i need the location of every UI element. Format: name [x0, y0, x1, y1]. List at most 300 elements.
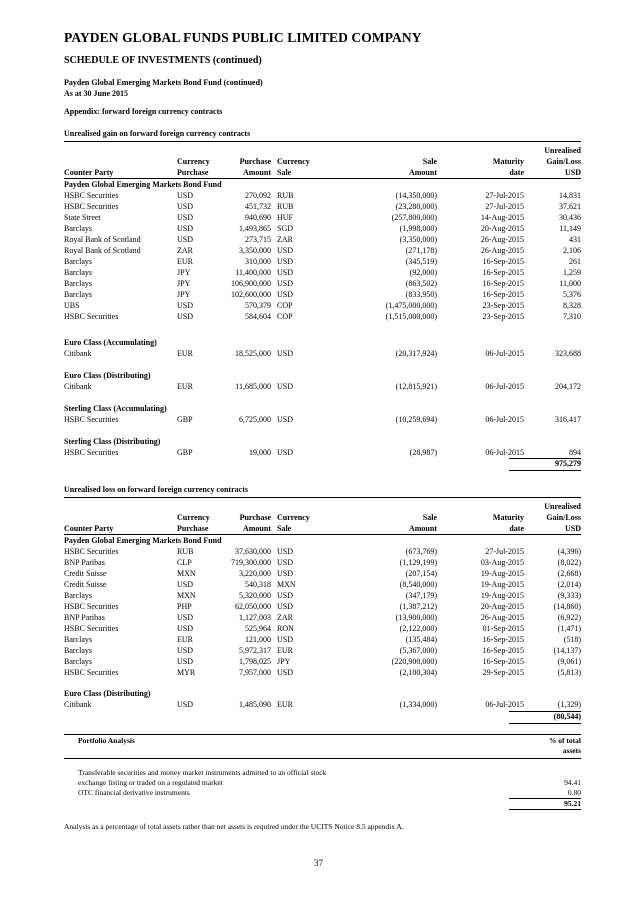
page-number: 37 — [314, 858, 323, 868]
currency-sale-cell: USD — [277, 602, 294, 611]
sale-amount-cell: (1,998,000) — [399, 224, 437, 233]
currency-purchase-cell: USD — [177, 301, 194, 310]
sale-amount-cell: (1,387,212) — [399, 602, 437, 611]
header-row — [64, 501, 581, 512]
unrealised-cell: 37,621 — [559, 202, 581, 211]
unrealised-cell: 2,106 — [563, 246, 581, 255]
maturity-cell: 06-Jul-2015 — [485, 415, 524, 424]
counterparty-cell: HSBC Securities — [64, 202, 119, 211]
gain-total-underline — [509, 470, 581, 471]
portfolio-line2: OTC financial derivative instruments — [78, 788, 190, 797]
maturity-cell: 19-Aug-2015 — [480, 580, 524, 589]
currency-purchase-cell: JPY — [177, 279, 191, 288]
currency-purchase-cell: ZAR — [177, 246, 193, 255]
portfolio-line1a: Transferable securities and money market instruments admitted to an official stock — [78, 768, 327, 777]
maturity-header: date — [509, 168, 524, 177]
counterparty-cell: UBS — [64, 301, 80, 310]
schedule-title: SCHEDULE OF INVESTMENTS (continued) — [64, 55, 262, 66]
loss-total: (80,544) — [553, 712, 581, 721]
gain-fund-label: Payden Global Emerging Markets Bond Fund — [64, 180, 222, 189]
currency-purchase-cell: EUR — [177, 382, 193, 391]
unrealised-cell: (8,022) — [557, 558, 581, 567]
table-row — [64, 656, 581, 667]
portfolio-value2: 0.80 — [567, 788, 581, 797]
sale-amount-cell: (92,000) — [409, 268, 437, 277]
share-class-label: Euro Class (Accumulating) — [64, 338, 157, 347]
unrealised-cell: (2,014) — [557, 580, 581, 589]
sale-amount-cell: (12,815,921) — [395, 382, 437, 391]
table-row — [64, 447, 581, 458]
purchase-amount-cell: 5,972,317 — [239, 646, 271, 655]
sale-amount-cell: (1,515,000,000) — [385, 312, 437, 321]
maturity-cell: 20-Aug-2015 — [480, 224, 524, 233]
currency-purchase-cell: MXN — [177, 591, 196, 600]
purchase-amount-cell: 570,379 — [245, 301, 271, 310]
sale-amount-header: Sale — [422, 513, 437, 522]
currency-sale-cell: EUR — [277, 700, 293, 709]
purchase-amount-cell: 102,600,000 — [231, 290, 271, 299]
maturity-header: date — [509, 524, 524, 533]
maturity-cell: 06-Jul-2015 — [485, 448, 524, 457]
counterparty-cell: HSBC Securities — [64, 668, 119, 677]
table-row — [64, 267, 581, 278]
counterparty-cell: Citibank — [64, 349, 92, 358]
loss-top-rule — [64, 497, 581, 498]
table-row — [64, 245, 581, 256]
header-row — [64, 512, 581, 523]
currency-purchase-cell: EUR — [177, 349, 193, 358]
unrealised-cell: (6,922) — [557, 613, 581, 622]
sale-amount-cell: (257,800,000) — [391, 213, 437, 222]
unrealised-cell: (2,668) — [557, 569, 581, 578]
currency-sale-cell: RUB — [277, 202, 294, 211]
table-row — [64, 289, 581, 300]
sale-amount-cell: (271,178) — [405, 246, 437, 255]
sale-amount-cell: (23,280,000) — [395, 202, 437, 211]
table-row — [64, 634, 581, 645]
header-row — [64, 145, 581, 156]
purchase-amount-cell: 106,900,000 — [231, 279, 271, 288]
purchase-amount-cell: 5,320,000 — [239, 591, 271, 600]
unrealised-cell: 30,436 — [559, 213, 581, 222]
sale-amount-cell: (14,350,000) — [395, 191, 437, 200]
maturity-cell: 16-Sep-2015 — [482, 635, 524, 644]
purchase-amount-cell: 11,400,000 — [235, 268, 271, 277]
counterparty-cell: Barclays — [64, 257, 92, 266]
currency-purchase-cell: USD — [177, 657, 194, 666]
currency-sale-header: Currency — [277, 157, 310, 166]
purchase-amount-cell: 540,318 — [245, 580, 271, 589]
purchase-amount-cell: 584,604 — [245, 312, 271, 321]
maturity-cell: 26-Aug-2015 — [480, 235, 524, 244]
sale-amount-header: Sale — [422, 157, 437, 166]
counterparty-cell: Royal Bank of Scotland — [64, 235, 141, 244]
unrealised-cell: 204,172 — [555, 382, 581, 391]
counterparty-header: Counter Party — [64, 524, 114, 533]
currency-sale-cell: USD — [277, 569, 294, 578]
unrealised-header: Gain/Loss — [546, 157, 581, 166]
currency-sale-header: Sale — [277, 524, 292, 533]
currency-sale-cell: USD — [277, 279, 294, 288]
table-row — [64, 699, 581, 710]
sale-amount-cell: (1,129,199) — [399, 558, 437, 567]
purchase-amount-cell: 1,493,865 — [239, 224, 271, 233]
table-row — [64, 348, 581, 359]
maturity-cell: 06-Jul-2015 — [485, 700, 524, 709]
table-row — [64, 414, 581, 425]
currency-sale-cell: USD — [277, 257, 294, 266]
unrealised-cell: (4,396) — [557, 547, 581, 556]
gain-section-title: Unrealised gain on forward foreign currency contracts — [64, 129, 251, 138]
currency-purchase-cell: EUR — [177, 257, 193, 266]
portfolio-col-header-2: assets — [562, 746, 581, 755]
maturity-cell: 16-Sep-2015 — [482, 646, 524, 655]
purchase-amount-cell: 719,300,000 — [231, 558, 271, 567]
purchase-amount-cell: 270,092 — [245, 191, 271, 200]
currency-purchase-cell: PHP — [177, 602, 192, 611]
portfolio-top-rule — [64, 734, 581, 735]
unrealised-cell: (14,137) — [553, 646, 581, 655]
maturity-cell: 16-Sep-2015 — [482, 279, 524, 288]
currency-sale-cell: USD — [277, 415, 294, 424]
unrealised-cell: (1,329) — [557, 700, 581, 709]
currency-purchase-cell: CLP — [177, 558, 192, 567]
currency-sale-cell: ZAR — [277, 613, 293, 622]
currency-purchase-cell: GBP — [177, 448, 193, 457]
sale-amount-cell: (833,950) — [405, 290, 437, 299]
currency-purchase-cell: USD — [177, 191, 194, 200]
purchase-amount-cell: 451,732 — [245, 202, 271, 211]
loss-section-title: Unrealised loss on forward foreign currency contracts — [64, 485, 248, 494]
counterparty-cell: Credit Suisse — [64, 580, 107, 589]
unrealised-cell: (1,471) — [557, 624, 581, 633]
header-row — [64, 167, 581, 178]
counterparty-header: Counter Party — [64, 168, 114, 177]
header-row — [64, 523, 581, 534]
maturity-cell: 03-Aug-2015 — [480, 558, 524, 567]
maturity-cell: 06-Jul-2015 — [485, 382, 524, 391]
maturity-cell: 27-Jul-2015 — [485, 202, 524, 211]
purchase-amount-header: Amount — [242, 524, 271, 533]
sale-amount-cell: (5,367,000) — [399, 646, 437, 655]
purchase-amount-cell: 1,485,090 — [239, 700, 271, 709]
unrealised-cell: 7,310 — [563, 312, 581, 321]
unrealised-cell: 1,259 — [563, 268, 581, 277]
currency-purchase-cell: USD — [177, 312, 194, 321]
currency-purchase-cell: USD — [177, 580, 194, 589]
maturity-cell: 16-Sep-2015 — [482, 290, 524, 299]
currency-purchase-cell: USD — [177, 202, 194, 211]
unrealised-cell: (14,860) — [553, 602, 581, 611]
currency-sale-cell: USD — [277, 290, 294, 299]
purchase-amount-cell: 6,725,000 — [239, 415, 271, 424]
counterparty-cell: Citibank — [64, 382, 92, 391]
sale-amount-cell: (13,900,000) — [395, 613, 437, 622]
loss-fund-label: Payden Global Emerging Markets Bond Fund — [64, 536, 222, 545]
currency-purchase-cell: USD — [177, 700, 194, 709]
unrealised-header: Gain/Loss — [546, 513, 581, 522]
portfolio-total: 95.21 — [564, 799, 581, 808]
counterparty-cell: Credit Suisse — [64, 569, 107, 578]
currency-purchase-header: Currency — [177, 157, 210, 166]
currency-purchase-cell: USD — [177, 235, 194, 244]
purchase-amount-cell: 1,798,025 — [239, 657, 271, 666]
table-row — [64, 311, 581, 322]
gain-top-rule — [64, 141, 581, 142]
maturity-cell: 06-Jul-2015 — [485, 349, 524, 358]
purchase-amount-cell: 940,690 — [245, 213, 271, 222]
maturity-cell: 26-Aug-2015 — [480, 246, 524, 255]
sale-amount-cell: (135,484) — [405, 635, 437, 644]
sale-amount-cell: (3,350,000) — [399, 235, 437, 244]
counterparty-cell: Barclays — [64, 646, 92, 655]
sale-amount-cell: (220,900,000) — [391, 657, 437, 666]
purchase-amount-cell: 1,127,003 — [239, 613, 271, 622]
table-row — [64, 256, 581, 267]
counterparty-cell: HSBC Securities — [64, 547, 119, 556]
counterparty-cell: HSBC Securities — [64, 448, 119, 457]
counterparty-cell: HSBC Securities — [64, 602, 119, 611]
table-row — [64, 300, 581, 311]
table-row — [64, 381, 581, 392]
maturity-cell: 27-Jul-2015 — [485, 191, 524, 200]
table-row — [64, 568, 581, 579]
unrealised-cell: (518) — [563, 635, 581, 644]
portfolio-header-rule — [64, 758, 581, 759]
counterparty-cell: HSBC Securities — [64, 415, 119, 424]
counterparty-cell: Citibank — [64, 700, 92, 709]
currency-sale-cell: SGD — [277, 224, 294, 233]
table-row — [64, 212, 581, 223]
counterparty-cell: Barclays — [64, 591, 92, 600]
appendix-title: Appendix: forward foreign currency contracts — [64, 107, 223, 116]
fund-title: Payden Global Emerging Markets Bond Fund (continued) — [64, 78, 263, 87]
currency-purchase-cell: USD — [177, 613, 194, 622]
currency-sale-cell: USD — [277, 591, 294, 600]
counterparty-cell: Barclays — [64, 268, 92, 277]
portfolio-col-header-1: % of total — [548, 736, 581, 745]
purchase-amount-cell: 273,715 — [245, 235, 271, 244]
counterparty-cell: State Street — [64, 213, 101, 222]
unrealised-cell: 316,417 — [555, 415, 581, 424]
currency-purchase-cell: MYR — [177, 668, 196, 677]
table-row — [64, 557, 581, 568]
currency-purchase-header: Currency — [177, 513, 210, 522]
header-row — [64, 156, 581, 167]
unrealised-cell: (5,813) — [557, 668, 581, 677]
purchase-amount-header: Purchase — [239, 513, 271, 522]
maturity-cell: 16-Sep-2015 — [482, 268, 524, 277]
currency-sale-cell: USD — [277, 349, 294, 358]
table-row — [64, 190, 581, 201]
maturity-cell: 23-Sep-2015 — [482, 312, 524, 321]
purchase-amount-header: Amount — [242, 168, 271, 177]
portfolio-value1: 94.41 — [564, 778, 581, 787]
currency-sale-cell: COP — [277, 301, 293, 310]
currency-sale-cell: USD — [277, 547, 294, 556]
maturity-cell: 16-Sep-2015 — [482, 657, 524, 666]
currency-sale-cell: EUR — [277, 646, 293, 655]
table-row — [64, 590, 581, 601]
currency-purchase-cell: MXN — [177, 569, 196, 578]
counterparty-cell: Barclays — [64, 290, 92, 299]
purchase-amount-header: Purchase — [239, 157, 271, 166]
table-row — [64, 201, 581, 212]
unrealised-cell: 894 — [569, 448, 581, 457]
counterparty-cell: Barclays — [64, 279, 92, 288]
currency-sale-cell: USD — [277, 246, 294, 255]
share-class-label: Sterling Class (Accumulating) — [64, 404, 167, 413]
share-class-label: Sterling Class (Distributing) — [64, 437, 161, 446]
sale-amount-cell: (28,987) — [409, 448, 437, 457]
purchase-amount-cell: 19,000 — [249, 448, 271, 457]
sale-amount-cell: (2,100,304) — [399, 668, 437, 677]
currency-purchase-header: Purchase — [177, 168, 209, 177]
table-row — [64, 612, 581, 623]
sale-amount-cell: (1,334,000) — [399, 700, 437, 709]
purchase-amount-cell: 3,350,000 — [239, 246, 271, 255]
counterparty-cell: Barclays — [64, 657, 92, 666]
sale-amount-cell: (10,259,694) — [395, 415, 437, 424]
currency-purchase-cell: RUB — [177, 547, 194, 556]
currency-sale-cell: HUF — [277, 213, 294, 222]
sale-amount-cell: (347,179) — [405, 591, 437, 600]
currency-sale-cell: MXN — [277, 580, 296, 589]
currency-purchase-cell: USD — [177, 624, 194, 633]
maturity-cell: 16-Sep-2015 — [482, 257, 524, 266]
currency-sale-header: Currency — [277, 513, 310, 522]
company-title: PAYDEN GLOBAL FUNDS PUBLIC LIMITED COMPANY — [64, 30, 422, 45]
unrealised-header: Unrealised — [544, 146, 581, 155]
portfolio-title: Portfolio Analysis — [78, 736, 135, 745]
table-row — [64, 601, 581, 612]
sale-amount-cell: (8,540,000) — [399, 580, 437, 589]
unrealised-cell: 8,328 — [563, 301, 581, 310]
currency-sale-cell: JPY — [277, 657, 291, 666]
currency-sale-cell: USD — [277, 382, 294, 391]
unrealised-cell: 11,149 — [559, 224, 581, 233]
maturity-header: Maturity — [492, 513, 524, 522]
share-class-label: Euro Class (Distributing) — [64, 689, 151, 698]
portfolio-line1b: exchange listing or traded on a regulated market — [78, 778, 223, 787]
counterparty-cell: BNP Paribas — [64, 558, 105, 567]
currency-sale-cell: USD — [277, 558, 294, 567]
currency-purchase-cell: USD — [177, 646, 194, 655]
unrealised-header: Unrealised — [544, 502, 581, 511]
counterparty-cell: HSBC Securities — [64, 312, 119, 321]
table-row — [64, 667, 581, 678]
purchase-amount-cell: 11,685,000 — [235, 382, 271, 391]
currency-purchase-cell: EUR — [177, 635, 193, 644]
currency-sale-cell: ZAR — [277, 235, 293, 244]
sale-amount-cell: (2,122,000) — [399, 624, 437, 633]
currency-sale-cell: USD — [277, 268, 294, 277]
gain-total: 975,279 — [555, 459, 581, 468]
currency-purchase-cell: USD — [177, 213, 194, 222]
maturity-cell: 20-Aug-2015 — [480, 602, 524, 611]
purchase-amount-cell: 525,964 — [245, 624, 271, 633]
unrealised-cell: 431 — [569, 235, 581, 244]
currency-sale-cell: USD — [277, 448, 294, 457]
maturity-cell: 01-Sep-2015 — [482, 624, 524, 633]
table-row — [64, 278, 581, 289]
currency-sale-header: Sale — [277, 168, 292, 177]
portfolio-total-underline — [509, 809, 581, 810]
counterparty-cell: HSBC Securities — [64, 624, 119, 633]
currency-sale-cell: USD — [277, 668, 294, 677]
table-row — [64, 579, 581, 590]
sale-amount-header: Amount — [408, 524, 437, 533]
maturity-cell: 14-Aug-2015 — [480, 213, 524, 222]
unrealised-cell: 14,831 — [559, 191, 581, 200]
maturity-cell: 23-Sep-2015 — [482, 301, 524, 310]
table-row — [64, 223, 581, 234]
sale-amount-cell: (673,769) — [405, 547, 437, 556]
sale-amount-cell: (1,475,000,000) — [385, 301, 437, 310]
table-row — [64, 645, 581, 656]
unrealised-header: USD — [564, 524, 581, 533]
purchase-amount-cell: 37,630,000 — [235, 547, 271, 556]
unrealised-cell: (9,333) — [557, 591, 581, 600]
unrealised-cell: 11,000 — [559, 279, 581, 288]
share-class-label: Euro Class (Distributing) — [64, 371, 151, 380]
unrealised-cell: 261 — [569, 257, 581, 266]
purchase-amount-cell: 121,000 — [245, 635, 271, 644]
currency-purchase-cell: JPY — [177, 290, 191, 299]
purchase-amount-cell: 62,050,000 — [235, 602, 271, 611]
unrealised-cell: 5,376 — [563, 290, 581, 299]
counterparty-cell: Barclays — [64, 635, 92, 644]
table-row — [64, 623, 581, 634]
table-row — [64, 546, 581, 557]
table-row — [64, 234, 581, 245]
currency-sale-cell: RUB — [277, 191, 294, 200]
sale-amount-cell: (207,154) — [405, 569, 437, 578]
counterparty-cell: Barclays — [64, 224, 92, 233]
unrealised-cell: 323,688 — [555, 349, 581, 358]
purchase-amount-cell: 3,220,000 — [239, 569, 271, 578]
maturity-cell: 26-Aug-2015 — [480, 613, 524, 622]
sale-amount-cell: (863,502) — [405, 279, 437, 288]
sale-amount-cell: (345,519) — [405, 257, 437, 266]
as-at-date: As at 30 June 2015 — [64, 89, 129, 98]
maturity-cell: 27-Jul-2015 — [485, 547, 524, 556]
footnote: Analysis as a percentage of total assets rather than net assets is required under the UCITS Notice 8.5 appendix A. — [64, 822, 404, 831]
maturity-cell: 19-Aug-2015 — [480, 569, 524, 578]
currency-purchase-cell: JPY — [177, 268, 191, 277]
sale-amount-header: Amount — [408, 168, 437, 177]
maturity-cell: 29-Sep-2015 — [482, 668, 524, 677]
currency-purchase-cell: GBP — [177, 415, 193, 424]
purchase-amount-cell: 7,957,000 — [239, 668, 271, 677]
purchase-amount-cell: 18,525,000 — [235, 349, 271, 358]
currency-sale-cell: RON — [277, 624, 294, 633]
counterparty-cell: Royal Bank of Scotland — [64, 246, 141, 255]
loss-total-underline — [509, 723, 581, 724]
counterparty-cell: HSBC Securities — [64, 191, 119, 200]
unrealised-header: USD — [564, 168, 581, 177]
currency-sale-cell: USD — [277, 635, 294, 644]
counterparty-cell: BNP Paribas — [64, 613, 105, 622]
maturity-header: Maturity — [492, 157, 524, 166]
currency-purchase-cell: USD — [177, 224, 194, 233]
purchase-amount-cell: 310,000 — [245, 257, 271, 266]
unrealised-cell: (9,061) — [557, 657, 581, 666]
currency-purchase-header: Purchase — [177, 524, 209, 533]
maturity-cell: 19-Aug-2015 — [480, 591, 524, 600]
currency-sale-cell: COP — [277, 312, 293, 321]
sale-amount-cell: (20,317,924) — [395, 349, 437, 358]
